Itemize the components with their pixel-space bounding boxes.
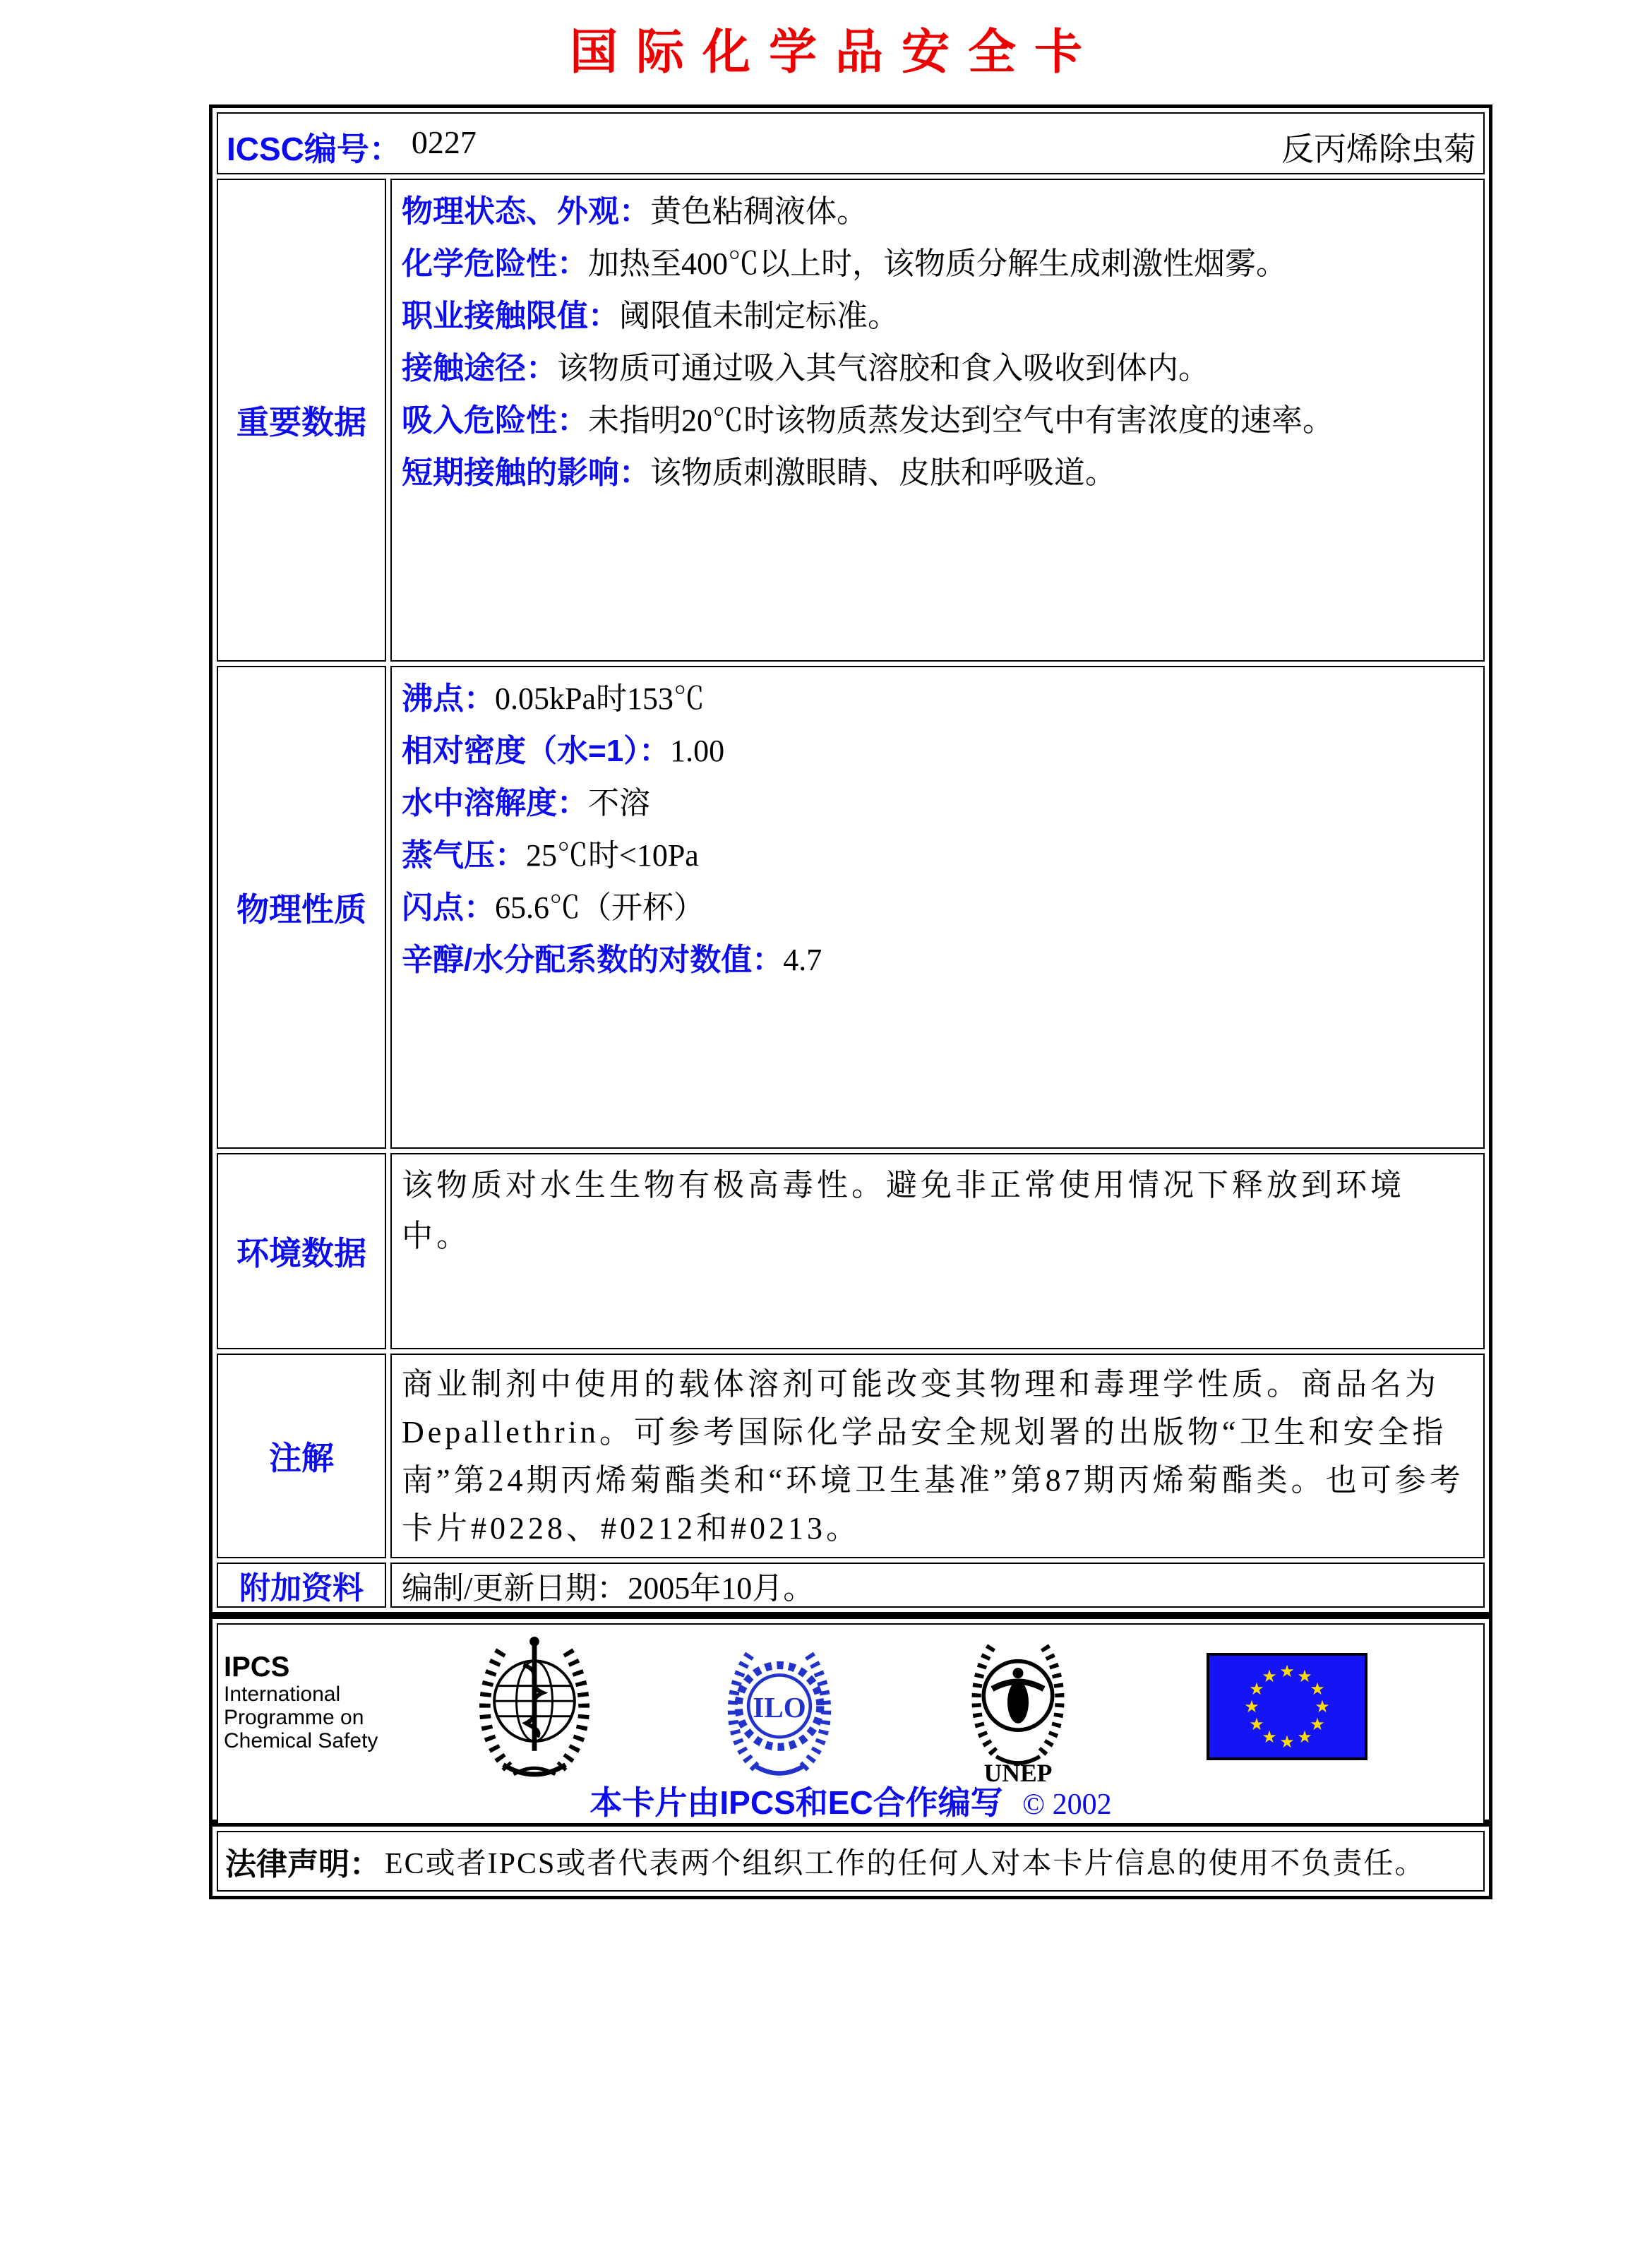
svg-text:★: ★ xyxy=(1297,1727,1312,1747)
row-physical-properties xyxy=(217,666,1485,1149)
field-row xyxy=(402,290,1473,342)
section-content-environment xyxy=(390,1153,1485,1349)
section-label-additional xyxy=(217,1563,386,1608)
field-label: 蒸气压： xyxy=(402,838,526,873)
field-value: 该物质可通过吸入其气溶胶和食入吸收到体内。 xyxy=(557,351,1209,386)
field-label: 化学危险性： xyxy=(402,246,588,281)
field-row xyxy=(402,238,1473,290)
ipcs-title: IPCS xyxy=(224,1651,290,1683)
row-important-data xyxy=(217,179,1485,662)
ilo-logo xyxy=(717,1640,842,1779)
notes-text: 商业制剂中使用的载体溶剂可能改变其物理和毒理学性质。商品名为Depallethrin。可参考国际化学品安全规划署的出版物“卫生和安全指南”第24期丙烯菊酯类和“环境卫生基准”第87期丙烯菊酯类。也可参考卡片#0228、#0212和#0213。 xyxy=(402,1367,1464,1546)
additional-text: 编制/更新日期：2005年10月。 xyxy=(402,1571,815,1606)
svg-text:★: ★ xyxy=(1315,1697,1330,1716)
section-label-important xyxy=(217,179,386,662)
field-value: 加热至400℃以上时，该物质分解生成刺激性烟雾。 xyxy=(588,246,1287,281)
footer-logos-row xyxy=(218,1625,1483,1788)
field-label: 沸点： xyxy=(402,681,495,716)
row-additional-info xyxy=(217,1563,1485,1608)
field-value: 未指明20℃时该物质蒸发达到空气中有害浓度的速率。 xyxy=(588,403,1334,438)
field-row xyxy=(402,342,1473,395)
field-label: 吸入危险性： xyxy=(402,403,588,438)
svg-text:★: ★ xyxy=(1249,1714,1264,1734)
svg-text:★: ★ xyxy=(1262,1666,1277,1686)
field-value: 黄色粘稠液体。 xyxy=(650,194,868,229)
field-row xyxy=(402,777,1473,830)
field-label: 短期接触的影响： xyxy=(402,455,650,490)
svg-text:UNEP: UNEP xyxy=(983,1759,1053,1788)
icsc-number-label: ICSC编号： xyxy=(227,131,402,167)
field-label: 相对密度（水=1）： xyxy=(402,734,671,768)
field-row xyxy=(402,447,1473,499)
field-value: 25℃时<10Pa xyxy=(526,838,699,873)
legal-table xyxy=(209,1823,1492,1899)
section-content-physical xyxy=(390,666,1485,1149)
field-label: 接触途径： xyxy=(402,351,557,386)
section-label-physical xyxy=(217,666,386,1149)
credit-line xyxy=(218,1777,1483,1824)
legal-text: EC或者IPCS或者代表两个组织工作的任何人对本卡片信息的使用不负责任。 xyxy=(385,1848,1426,1880)
field-label: 辛醇/水分配系数的对数值： xyxy=(402,943,784,977)
credit-text: 本卡片由IPCS和EC合作编写 xyxy=(589,1784,1003,1821)
section-content-additional xyxy=(390,1563,1485,1608)
footer-table xyxy=(209,1615,1492,1823)
chemical-name: 反丙烯除虫菊 xyxy=(1281,131,1476,167)
field-row xyxy=(402,830,1473,882)
field-label: 物理状态、外观： xyxy=(402,194,650,229)
who-logo xyxy=(465,1632,604,1784)
field-value: 该物质刺激眼睛、皮肤和呼吸道。 xyxy=(650,455,1116,490)
svg-text:ILO: ILO xyxy=(753,1691,806,1724)
field-value: 0.05kPa时153℃ xyxy=(495,681,705,716)
field-label: 闪点： xyxy=(402,890,495,925)
svg-text:★: ★ xyxy=(1310,1714,1325,1734)
field-value: 65.6℃（开杯） xyxy=(495,890,705,925)
svg-text:★: ★ xyxy=(1249,1679,1264,1699)
ipcs-subtitle-line: Programme on xyxy=(224,1706,364,1729)
legal-cell xyxy=(217,1831,1485,1892)
main-table xyxy=(209,104,1492,1615)
ipcs-block xyxy=(224,1651,444,1752)
field-row xyxy=(402,186,1473,238)
svg-text:★: ★ xyxy=(1279,1732,1295,1752)
field-row xyxy=(402,673,1473,725)
field-value: 阈限值未制定标准。 xyxy=(619,299,899,333)
page-title: 国际化学品安全卡 xyxy=(569,25,1101,79)
section-label-text: 重要数据 xyxy=(237,404,366,441)
unep-logo xyxy=(955,1632,1081,1790)
section-content-notes xyxy=(390,1354,1485,1558)
field-value: 1.00 xyxy=(670,734,725,768)
section-label-notes xyxy=(217,1354,386,1558)
field-row xyxy=(402,725,1473,777)
field-value: 不溶 xyxy=(588,786,650,820)
field-value: 4.7 xyxy=(783,943,822,977)
section-label-text: 物理性质 xyxy=(237,891,366,928)
svg-text:★: ★ xyxy=(1279,1661,1295,1681)
svg-text:★: ★ xyxy=(1297,1666,1312,1686)
header-cell xyxy=(217,112,1485,174)
field-label: 水中溶解度： xyxy=(402,786,588,820)
ipcs-subtitle-line: International xyxy=(224,1683,341,1706)
section-content-important xyxy=(390,179,1485,662)
field-row xyxy=(402,395,1473,447)
copyright-text: © 2002 xyxy=(1022,1788,1112,1821)
field-row xyxy=(402,934,1473,986)
row-notes xyxy=(217,1354,1485,1558)
eu-flag xyxy=(1207,1653,1367,1760)
svg-text:★: ★ xyxy=(1262,1727,1277,1747)
legal-label: 法律声明： xyxy=(225,1847,381,1882)
svg-text:★: ★ xyxy=(1310,1679,1325,1699)
section-label-text: 环境数据 xyxy=(237,1235,366,1272)
header-row xyxy=(217,112,1485,174)
icsc-number-value: 0227 xyxy=(411,124,477,160)
svg-text:★: ★ xyxy=(1244,1697,1259,1716)
footer-cell xyxy=(217,1623,1485,1825)
section-label-text: 注解 xyxy=(269,1440,334,1476)
ipcs-subtitle-line: Chemical Safety xyxy=(224,1729,378,1752)
section-label-text: 附加资料 xyxy=(239,1571,364,1606)
field-row xyxy=(402,882,1473,934)
environment-text: 该物质对水生生物有极高毒性。避免非正常使用情况下释放到环境中。 xyxy=(402,1168,1405,1253)
section-label-environment xyxy=(217,1153,386,1349)
field-label: 职业接触限值： xyxy=(402,299,619,333)
row-environmental-data xyxy=(217,1153,1485,1349)
